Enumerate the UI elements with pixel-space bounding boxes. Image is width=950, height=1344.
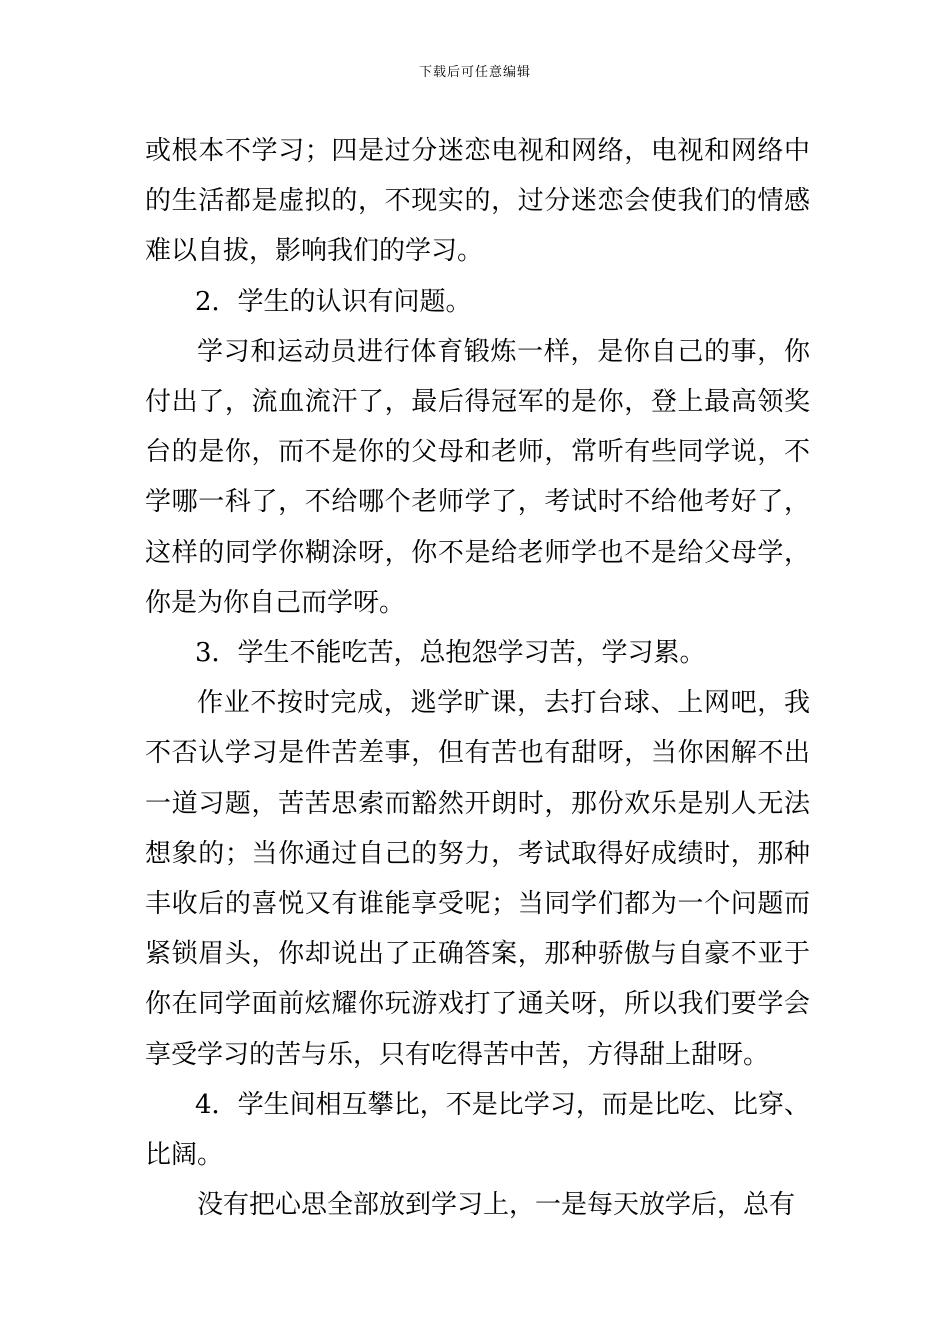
numbered-heading-2: 2．学生的认识有问题。 bbox=[195, 286, 472, 317]
paragraph-continuation: 或根本不学习；四是过分迷恋电视和网络，电视和网络中的生活都是虚拟的，不现实的，过分迷恋会使我们的情感难以自拔，影响我们的学习。 bbox=[145, 136, 810, 267]
paragraph: 没有把心思全部放到学习上，一是每天放学后，总有 bbox=[197, 1190, 796, 1221]
document-body bbox=[145, 126, 810, 1230]
numbered-heading-4: 4．学生间相互攀比，不是比学习，而是比吃、比穿、比阔。 bbox=[145, 1089, 810, 1171]
paragraph: 学习和运动员进行体育锻炼一样，是你自己的事，你付出了，流血流汗了，最后得冠军的是你，登上最高领奖台的是你，而不是你的父母和老师，常听有些同学说，不学哪一科了，不给哪个老师学了，考试时不给他考好了，这样的同学你糊涂呀，你不是给老师学也不是给父母学，你是为你自己而学呀。 bbox=[145, 336, 810, 618]
paragraph: 作业不按时完成，逃学旷课，去打台球、上网吧，我不否认学习是件苦差事，但有苦也有甜呀，当你困解不出一道习题，苦苦思索而豁然开朗时，那份欢乐是别人无法想象的；当你通过自己的努力，考试取得好成绩时，那种丰收后的喜悦又有谁能享受呢；当同学们都为一个问题而紧锁眉头，你却说出了正确答案，那种骄傲与自豪不亚于你在同学面前炫耀你玩游戏打了通关呀，所以我们要学会享受学习的苦与乐，只有吃得苦中苦，方得甜上甜呀。 bbox=[145, 688, 810, 1070]
page-header: 下载后可任意编辑 bbox=[418, 65, 531, 80]
numbered-heading-3: 3．学生不能吃苦，总抱怨学习苦，学习累。 bbox=[195, 638, 706, 669]
